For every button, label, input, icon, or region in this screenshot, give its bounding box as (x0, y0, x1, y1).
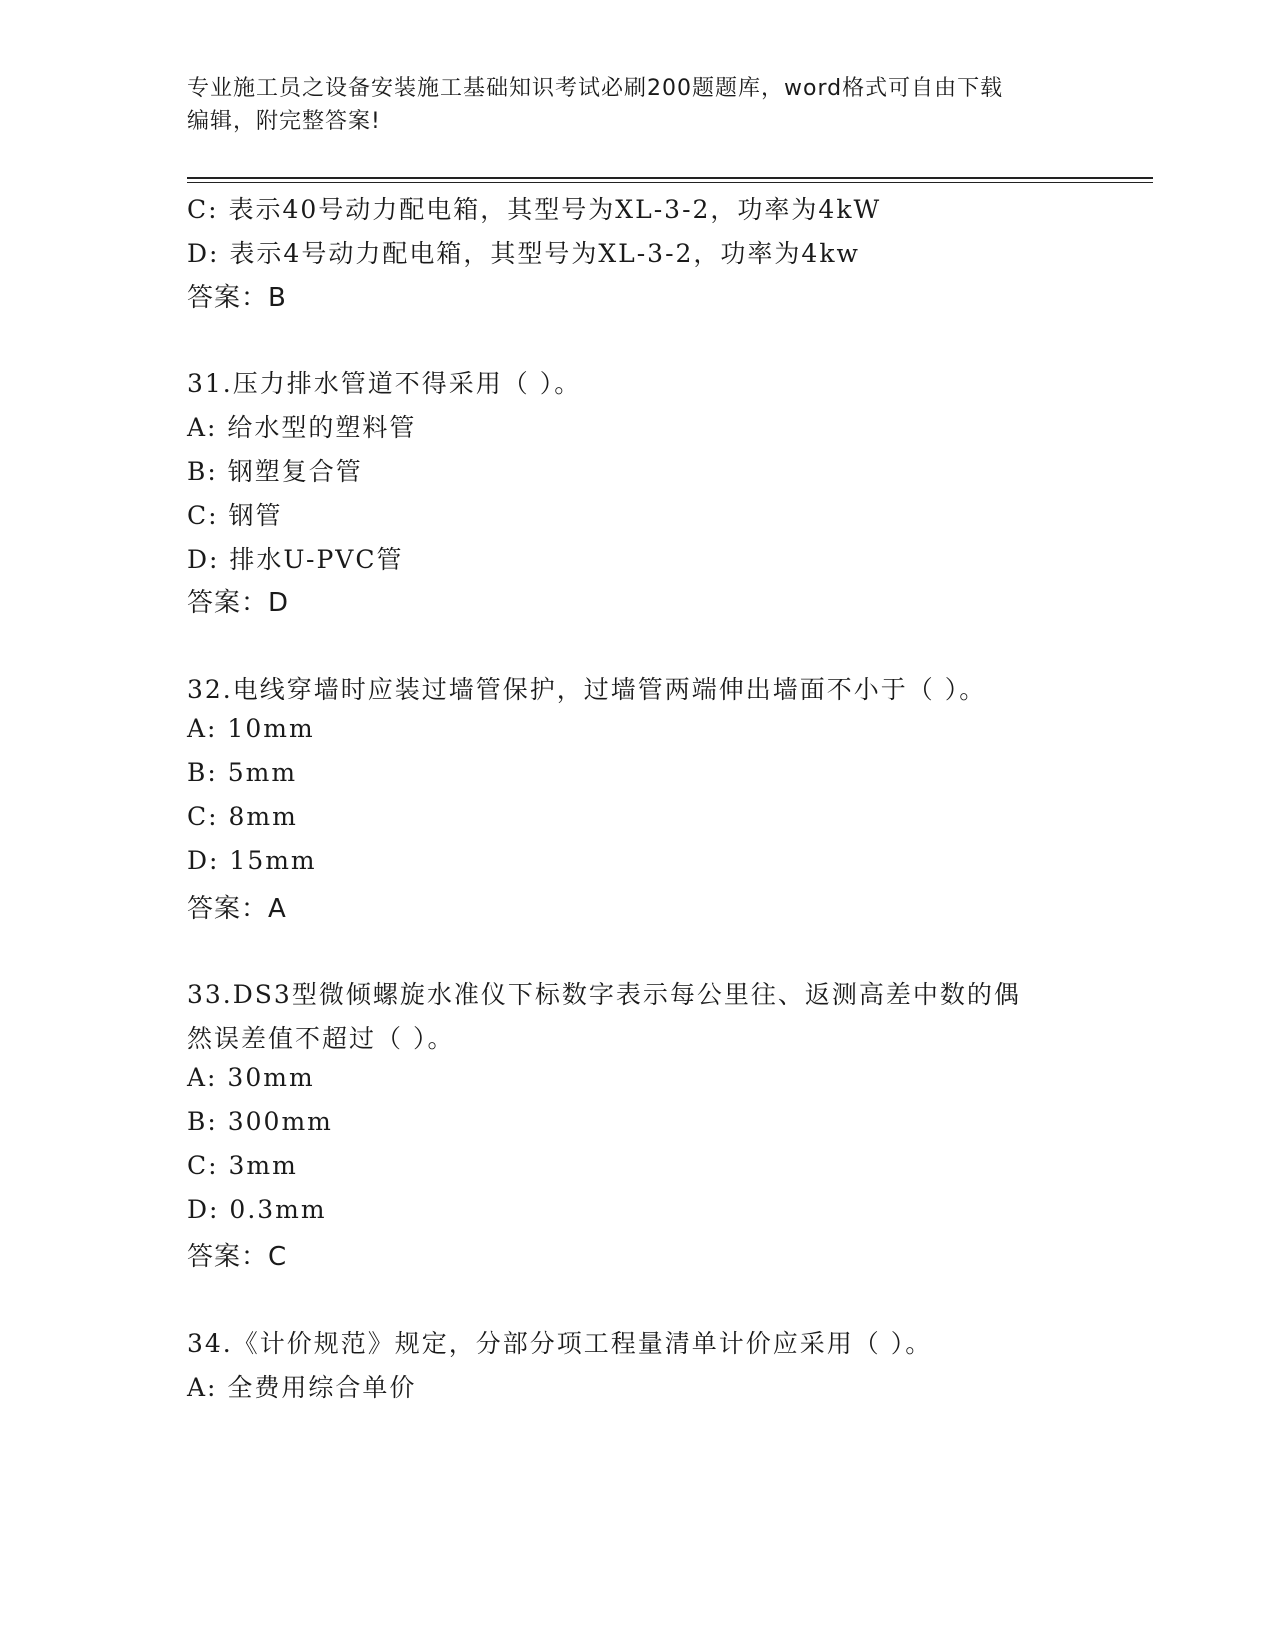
q32-question: 32.电线穿墙时应装过墙管保护，过墙管两端伸出墙面不小于（ ）。 (187, 675, 987, 704)
document-header (187, 72, 1067, 138)
q32-option-a: A: 10mm (187, 714, 315, 743)
q33-question-line-2: 然误差值不超过（ ）。 (187, 1024, 455, 1053)
q33-answer: 答案：C (187, 1242, 288, 1272)
header-line-2: 编辑，附完整答案! (187, 109, 381, 134)
q31-option-a: A: 给水型的塑料管 (187, 413, 417, 442)
q31-answer: 答案：D (187, 588, 290, 618)
q30-option-d: D: 表示4号动力配电箱，其型号为XL-3-2，功率为4kw (187, 239, 860, 268)
q33-option-b: B: 300mm (187, 1107, 333, 1136)
q33-option-c: C: 3mm (187, 1151, 298, 1180)
header-rule-thin (187, 182, 1153, 183)
q31-option-b: B: 钢塑复合管 (187, 457, 363, 486)
q30-answer: 答案：B (187, 283, 287, 313)
q32-option-c: C: 8mm (187, 802, 298, 831)
q34-option-a: A: 全费用综合单价 (187, 1373, 417, 1402)
q33-question-line-1: 33.DS3型微倾螺旋水准仪下标数字表示每公里往、返测高差中数的偶 (187, 980, 1021, 1009)
q32-answer: 答案：A (187, 894, 287, 924)
q32-option-d: D: 15mm (187, 846, 317, 875)
q31-question: 31.压力排水管道不得采用（ ）。 (187, 369, 582, 398)
header-rule-thick (187, 177, 1153, 179)
q34-question: 34.《计价规范》规定，分部分项工程量清单计价应采用（ ）。 (187, 1329, 933, 1358)
q31-option-d: D: 排水U-PVC管 (187, 545, 404, 574)
q33-option-d: D: 0.3mm (187, 1195, 327, 1224)
header-line-1: 专业施工员之设备安装施工基础知识考试必刷200题题库，word格式可自由下载 (187, 76, 1004, 101)
q33-option-a: A: 30mm (187, 1063, 315, 1092)
q32-option-b: B: 5mm (187, 758, 298, 787)
q30-option-c: C: 表示40号动力配电箱，其型号为XL-3-2，功率为4kW (187, 195, 882, 224)
q31-option-c: C: 钢管 (187, 501, 283, 530)
